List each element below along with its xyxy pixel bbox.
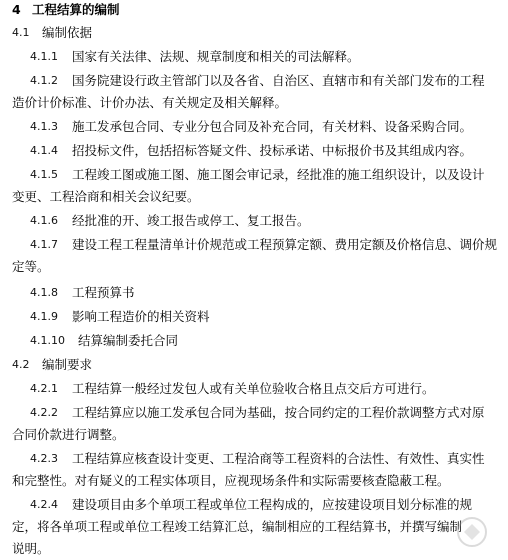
paragraph-text: 工程预算书 <box>72 285 135 300</box>
paragraph-text: 和完整性。对有疑义的工程实体项目，应视现场条件和实际需要核查隐蔽工程。 <box>12 473 450 488</box>
paragraph-number: 4.1.6 <box>30 214 58 227</box>
paragraph-text: 说明。 <box>12 541 50 556</box>
paragraph-text: 工程结算应核查设计变更、工程洽商等工程资料的合法性、有效性、真实性 <box>72 451 485 466</box>
section-number: 4.1 <box>12 26 30 39</box>
paragraph-number: 4.1.3 <box>30 120 58 133</box>
paragraph-number: 4.1.9 <box>30 310 58 323</box>
paragraph-number: 4.1.2 <box>30 74 58 87</box>
section-text: 编制要求 <box>42 357 93 372</box>
paragraph-text: 国家有关法律、法规、规章制度和相关的司法解释。 <box>72 49 360 64</box>
paragraph-number: 4.1.7 <box>30 238 58 251</box>
paragraph-text: 国务院建设行政主管部门以及各省、自治区、直辖市和有关部门发布的工程 <box>72 73 485 88</box>
paragraph-number: 4.2.2 <box>30 406 58 419</box>
paragraph-text: 工程结算应以施工发承包合同为基础，按合同约定的工程价款调整方式对原 <box>72 405 485 420</box>
paragraph-text: 影响工程造价的相关资料 <box>72 309 210 324</box>
paragraph-text: 招投标文件，包括招标答疑文件、投标承诺、中标报价书及其组成内容。 <box>72 143 473 158</box>
section-number: 4.2 <box>12 358 30 371</box>
paragraph-number: 4.2.1 <box>30 382 58 395</box>
paragraph-number: 4.1.8 <box>30 286 58 299</box>
paragraph-text: 变更、工程洽商和相关会议纪要。 <box>12 189 200 204</box>
paragraph-number: 4.1.1 <box>30 50 58 63</box>
paragraph-text: 结算编制委托合同 <box>78 333 179 348</box>
paragraph-text: 建设工程工程量清单计价规范或工程预算定额、费用定额及价格信息、调价规 <box>72 237 498 252</box>
paragraph-text: 工程结算一般经过发包人或有关单位验收合格且点交后方可进行。 <box>72 381 435 396</box>
watermark-logo <box>442 514 502 554</box>
paragraph-number: 4.2.3 <box>30 452 58 465</box>
paragraph-text: 建设项目由多个单项工程或单位工程构成的，应按建设项目划分标准的规 <box>72 497 473 512</box>
title-text: 工程结算的编制 <box>32 2 120 17</box>
paragraph-text: 经批准的开、竣工报告或停工、复工报告。 <box>72 213 310 228</box>
paragraph-text: 定，将各单项工程或单位工程竣工结算汇总，编制相应的工程结算书，并撰写编制 <box>12 519 463 534</box>
paragraph-number: 4.2.4 <box>30 498 58 511</box>
paragraph-text: 造价计价标准、计价办法、有关规定及相关解释。 <box>12 95 288 110</box>
paragraph-text: 合同价款进行调整。 <box>12 427 125 442</box>
paragraph-number: 4.1.4 <box>30 144 58 157</box>
paragraph-text: 定等。 <box>12 259 50 274</box>
paragraph-number: 4.1.5 <box>30 168 58 181</box>
section-text: 编制依据 <box>42 25 93 40</box>
paragraph-text: 施工发承包合同、专业分包合同及补充合同，有关材料、设备采购合同。 <box>72 119 473 134</box>
paragraph-number: 4.1.10 <box>30 334 65 347</box>
paragraph-text: 工程竣工图或施工图、施工图会审记录，经批准的施工组织设计，以及设计 <box>72 167 485 182</box>
title-number: 4 <box>12 2 21 17</box>
